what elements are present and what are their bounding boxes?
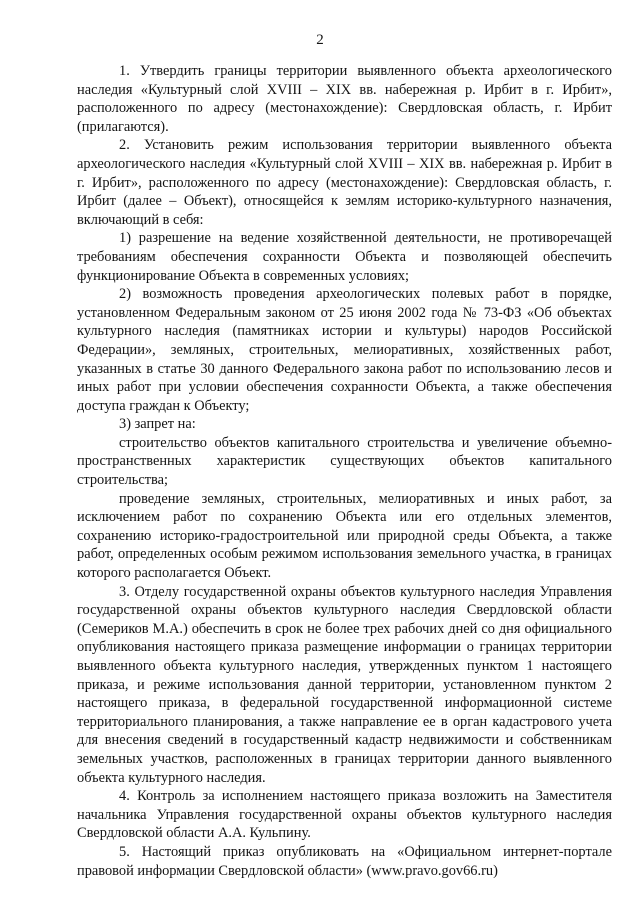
paragraph-item-4: 4. Контроль за исполнением настоящего приказа возложить на Заместителя начальника Управления государственной охраны объектов культурного наследия Свердловской области А.А. Кульпину.	[77, 788, 612, 842]
paragraph-item-1: 1. Утвердить границы территории выявленного объекта археологического наследия «Культурный слой XVIII – XIX вв. набережная р. Ирбит в г. Ирбит», расположенного по адресу (местонахождение): Свердловская область, г. Ирбит (прилагаются).	[77, 63, 612, 135]
prohibition-works: проведение земляных, строительных, мелиоративных и иных работ, за исключением работ по сохранению Объекта или его отдельных элементов, сохранению историко-градостроительной или природной среды Объекта, а также работ, определенных особым режимом использования земельного участка, в границах которого располагается Объект.	[77, 490, 612, 582]
document-body	[77, 62, 612, 880]
paragraph-item-2: 2. Установить режим использования территории выявленного объекта археологического наследия «Культурный слой XVIII – XIX вв. набережная р. Ирбит в г. Ирбит», расположенного по адресу (местонахождение): Свердловская область, г. Ирбит (далее – Объект), относящейся к землям историко-культурного назначения, включающий в себя:	[77, 137, 612, 228]
prohibition-construction: строительство объектов капитального строительства и увеличение объемно-пространственных характеристик существующих объектов капитального строительства;	[77, 434, 612, 489]
subitem-1: 1) разрешение на ведение хозяйственной деятельности, не противоречащей требованиям обеспечения сохранности Объекта и позволяющей обеспечить функционирование Объекта в современных условиях;	[77, 230, 612, 284]
page-number: 2	[316, 32, 324, 48]
paragraph-item-5: 5. Настоящий приказ опубликовать на «Официальном интернет-портале правовой информации Свердловской области» (www.pravo.gov66.ru)	[77, 843, 612, 879]
subitem-2: 2) возможность проведения археологических полевых работ в порядке, установленном Федеральным законом от 25 июня 2002 года № 73-ФЗ «Об объектах культурного наследия (памятниках истории и культуры) народов Российской Федерации», земляных, строительных, мелиоративных, хозяйственных работ, указанных в статье 30 данного Федерального закона работ по использованию лесов и иных работ при условии обеспечения сохранности Объекта, а также обеспечения доступа граждан к Объекту;	[77, 286, 612, 414]
paragraph-item-3: 3. Отделу государственной охраны объектов культурного наследия Управления государственной охраны объектов культурного наследия Свердловской области (Семериков М.А.) обеспечить в срок не более трех рабочих дней со дня официального опубликования настоящего приказа размещение информации о границах территории выявленного объекта культурного наследия, утвержденных пунктом 1 настоящего приказа, и режиме использования данной территории, установленном пунктом 2 настоящего приказа, в федеральной государственной информационной системе территориального планирования, а также направление ее в орган кадастрового учета для внесения сведений в государственный кадастр недвижимости и собственникам земельных участков, расположенных в границах территории данного выявленного объекта культурного наследия.	[77, 583, 612, 786]
subitem-3: 3) запрет на:	[119, 416, 196, 433]
